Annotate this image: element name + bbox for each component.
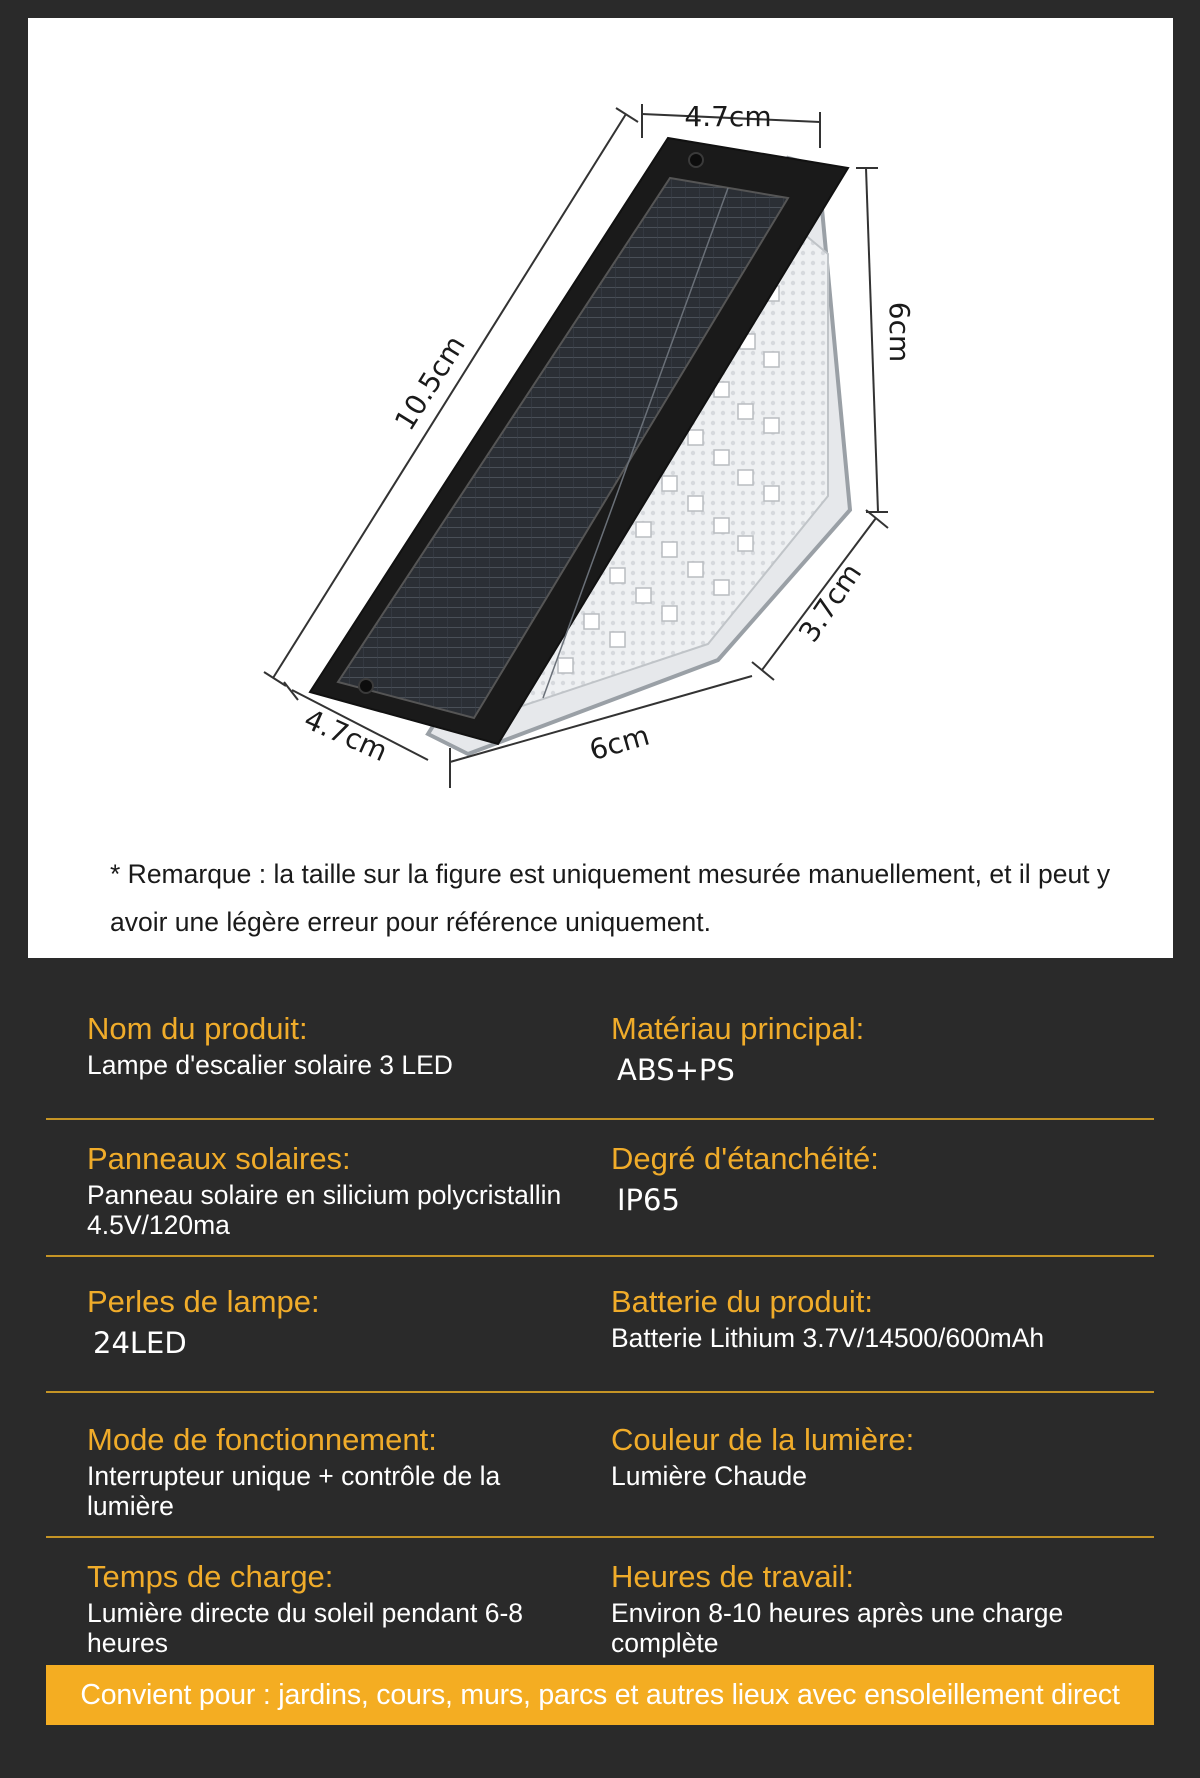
product-figure-panel: [28, 18, 1173, 958]
spec-light-color: [611, 1421, 1131, 1491]
spec-value: Panneau solaire en silicium polycristallin 4.5V/120ma: [87, 1180, 562, 1240]
spec-label: Batterie du produit:: [611, 1284, 873, 1319]
spec-label: Panneaux solaires:: [87, 1141, 351, 1176]
spec-label: Degré d'étanchéité:: [611, 1141, 879, 1176]
spec-operating-mode: [87, 1421, 577, 1521]
spec-row: [46, 1257, 1154, 1393]
spec-value: Lumière directe du soleil pendant 6-8 heures: [87, 1598, 524, 1658]
spec-value: Lumière Chaude: [611, 1461, 807, 1491]
spec-charging-time: [87, 1558, 577, 1658]
spec-waterproof-rating: [611, 1140, 1131, 1220]
spec-value: ABS+PS: [617, 1053, 735, 1087]
dimension-right-vertical-label: 6cm: [883, 301, 916, 363]
spec-value: Lampe d'escalier solaire 3 LED: [87, 1050, 453, 1080]
spec-lamp-beads: [87, 1283, 577, 1363]
spec-value: Interrupteur unique + contrôle de la lumière: [87, 1461, 501, 1521]
dimension-bottom-label: 6cm: [585, 718, 654, 768]
spec-row: [46, 1120, 1154, 1257]
spec-value: 24LED: [93, 1326, 187, 1360]
spec-row: [46, 1000, 1154, 1120]
usage-banner: Convient pour : jardins, cours, murs, parcs et autres lieux avec ensoleillement direct: [46, 1665, 1154, 1725]
spec-row: [46, 1538, 1154, 1664]
measurement-note: * Remarque : la taille sur la figure est uniquement mesurée manuellement, et il peut y avoir une légère erreur pour référence uniquement.: [110, 859, 1111, 937]
dimension-diagonal-label: 10.5cm: [388, 329, 472, 437]
spec-table: [46, 1000, 1154, 1664]
spec-label: Nom du produit:: [87, 1011, 308, 1046]
spec-label: Perles de lampe:: [87, 1284, 320, 1319]
spec-value: Environ 8-10 heures après une charge complète: [611, 1598, 1064, 1658]
dimension-left-label: 4.7cm: [299, 702, 393, 769]
spec-solar-panels: [87, 1140, 577, 1240]
spec-value: Batterie Lithium 3.7V/14500/600mAh: [611, 1323, 1045, 1353]
spec-label: Mode de fonctionnement:: [87, 1422, 437, 1457]
dimension-right-slant-label: 3.7cm: [792, 557, 869, 649]
spec-label: Heures de travail:: [611, 1559, 854, 1594]
solar-lamp-diagram: [28, 18, 1173, 958]
spec-label: Temps de charge:: [87, 1559, 334, 1594]
spec-working-hours: [611, 1558, 1131, 1658]
spec-value: IP65: [617, 1183, 680, 1217]
spec-main-material: [611, 1010, 1131, 1090]
spec-product-name: [87, 1010, 577, 1080]
spec-battery: [611, 1283, 1131, 1353]
dimension-top-label: 4.7cm: [684, 100, 772, 133]
spec-label: Matériau principal:: [611, 1011, 865, 1046]
spec-label: Couleur de la lumière:: [611, 1422, 915, 1457]
spec-row: [46, 1393, 1154, 1538]
